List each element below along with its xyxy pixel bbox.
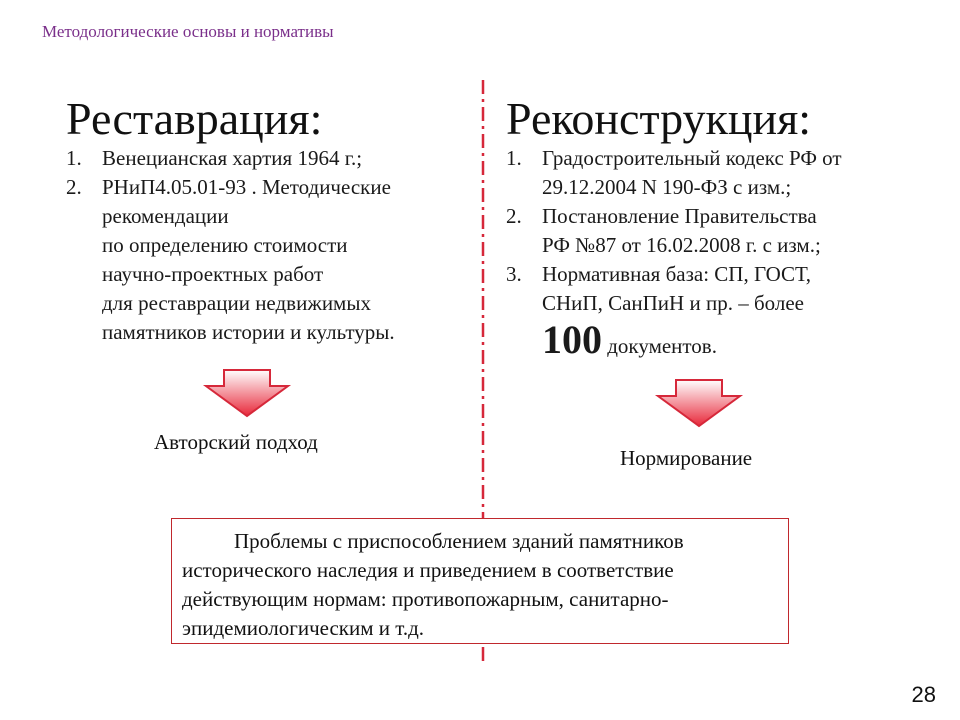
list-item xyxy=(506,260,926,318)
document-count-suffix: документов. xyxy=(607,334,717,358)
down-arrow-icon xyxy=(654,378,744,428)
list-item xyxy=(66,144,466,173)
restoration-list xyxy=(66,144,466,347)
list-item-line: рекомендации xyxy=(102,204,229,228)
page-number: 28 xyxy=(911,682,936,707)
document-count-line xyxy=(506,317,926,362)
problem-line: эпидемиологическим и т.д. xyxy=(182,616,425,640)
list-item-line: 29.12.2004 N 190-ФЗ с изм.; xyxy=(542,175,792,199)
problem-statement-box xyxy=(171,518,789,644)
list-item-number: 3. xyxy=(506,262,522,286)
list-item-number: 2. xyxy=(66,175,82,199)
list-item xyxy=(506,202,926,260)
reconstruction-title: Реконструкция: xyxy=(506,93,812,144)
problem-line: Проблемы с приспособлением зданий памятников xyxy=(234,529,684,553)
list-item-line: для реставрации недвижимых xyxy=(102,291,371,315)
list-item-number: 2. xyxy=(506,204,522,228)
list-item-line: СНиП, СанПиН и пр. – более xyxy=(542,291,804,315)
list-item-line: Постановление Правительства xyxy=(542,204,817,228)
list-item-number: 1. xyxy=(66,146,82,170)
list-item-line: РНиП4.05.01-93 . Методические xyxy=(102,175,391,199)
author-approach-caption: Авторский подход xyxy=(154,430,318,454)
list-item-line: Градостроительный кодекс РФ от xyxy=(542,146,842,170)
problem-line: действующим нормам: противопожарным, санитарно- xyxy=(182,587,669,611)
down-arrow-icon xyxy=(202,368,292,418)
document-count-number: 100 xyxy=(542,317,602,362)
reconstruction-list xyxy=(506,144,926,361)
list-item xyxy=(506,144,926,202)
list-item-line: памятников истории и культуры. xyxy=(102,320,395,344)
problem-line: исторического наследия и приведением в соответствие xyxy=(182,558,674,582)
normalization-caption: Нормирование xyxy=(620,446,753,470)
list-item xyxy=(66,173,466,347)
restoration-title: Реставрация: xyxy=(66,93,323,144)
section-header: Методологические основы и нормативы xyxy=(42,22,334,41)
list-item-line: по определению стоимости xyxy=(102,233,348,257)
list-item-number: 1. xyxy=(506,146,522,170)
list-item-line: Венецианская хартия 1964 г.; xyxy=(102,146,363,170)
list-item-line: РФ №87 от 16.02.2008 г. с изм.; xyxy=(542,233,821,257)
list-item-line: Нормативная база: СП, ГОСТ, xyxy=(542,262,811,286)
list-item-line: научно-проектных работ xyxy=(102,262,324,286)
